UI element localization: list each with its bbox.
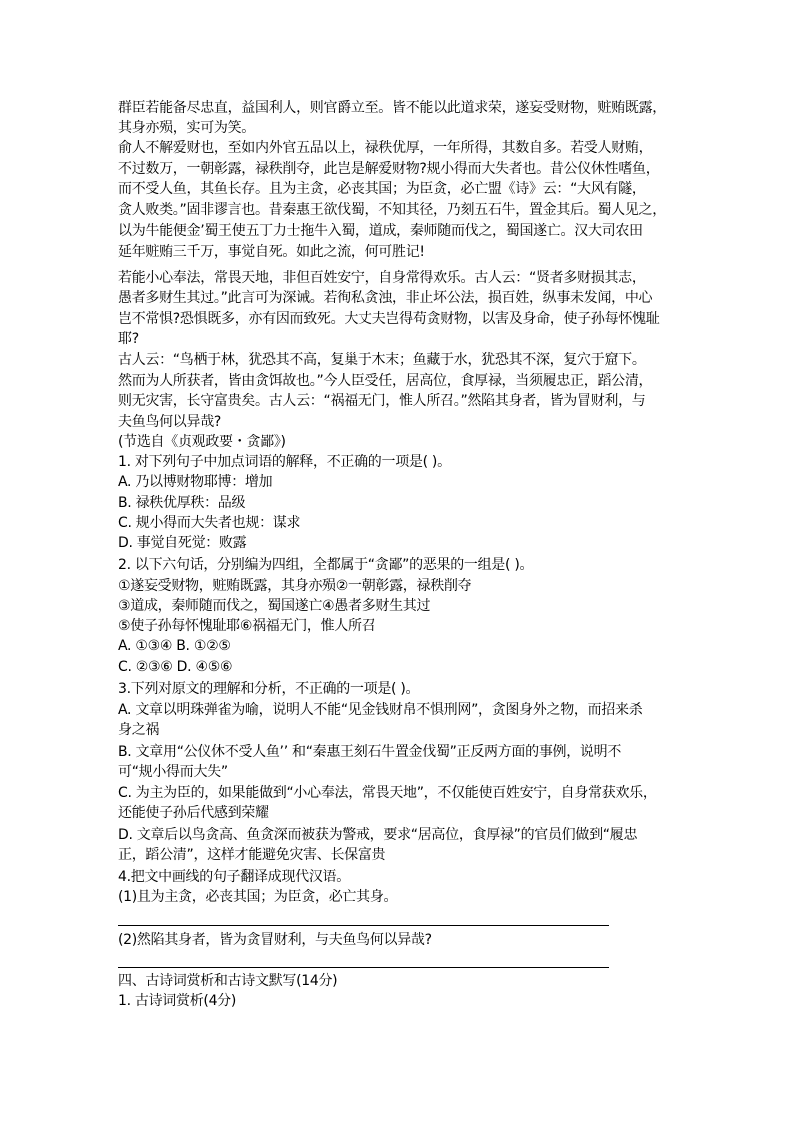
subsection-heading: 1. 古诗词赏析(4分) (118, 993, 237, 1009)
question-line: C. ②③⑥ D. ④⑤⑥ (118, 659, 233, 675)
answer-line[interactable] (118, 925, 609, 926)
question-line: 还能使子孙后代感到荣耀 (118, 805, 269, 821)
question-line: ①遂妄受财物，赃贿既露，其身亦殒②一朝彰露，禄秩削夺 (118, 578, 472, 594)
question-line: B. 文章用“公仪休不受人鱼’’ 和“秦惠王刻石牛置金伐蜀”正反两方面的事例，说明不 (118, 744, 622, 760)
question-line: D. 事觉自死觉：败露 (118, 535, 247, 551)
question-line: A. ①③④ B. ①②⑤ (118, 638, 231, 654)
question-line: A. 文章以明珠弹雀为喻，说明人不能“见金钱财帛不惧刑网”，贪图身外之物，而招来杀 (118, 702, 643, 718)
question-line: (1)且为主贪，必丧其国；为臣贪，必亡其身。 (118, 889, 398, 905)
question-line: 4.把文中画线的句子翻译成现代汉语。 (118, 869, 350, 885)
question-line: ⑤使子孙每怀愧耻耶⑥祸福无门，惟人所召 (118, 618, 376, 634)
question-line: 3.下列对原文的理解和分析，不正确的一项是( )。 (118, 681, 420, 697)
passage-line: 岂不常惧?恐惧既多，亦有因而致死。大丈夫岂得苟贪财物，以害及身命，使子孙每怀愧耻 (118, 311, 660, 327)
passage-line: 古人云：“鸟栖于林，犹恐其不高，复巢于木末；鱼藏于水，犹恐其不深，复穴于窟下。 (118, 352, 646, 368)
question-line: 正，蹈公清”，这样才能避免灾害、长保富贵 (118, 847, 386, 863)
question-line: C. 为主为臣的，如果能做到“小心奉法，常畏天地”，不仅能使百姓安宁，自身常获欢乐， (118, 785, 657, 801)
passage-line: 俞人不解爱财也，至如内外官五品以上，禄秩优厚，一年所得，其数自多。若受人财贿， (118, 140, 653, 156)
passage-line: 若能小心奉法，常畏天地，非但百姓安宁，自身常得欢乐。古人云：“贤者多财损其志， (118, 270, 646, 286)
passage-line: (节选自《贞观政要・贪鄙》) (118, 434, 286, 450)
passage-line: 以为牛能便金’蜀王使五丁力士拖牛入蜀，道成，秦师随而伐之，蜀国遂亡。汉大司农田 (118, 223, 643, 239)
question-line: B. 禄秩优厚秩：品级 (118, 495, 246, 511)
passage-line: 贪人败类。”固非谬言也。昔秦惠王欲伐蜀，不知其径，乃刻五石牛，置金其后。蜀人见之， (118, 202, 666, 218)
passage-line: 则无灾害，长守富贵矣。古人云：“祸福无门，惟人所召。”然陷其身者，皆为冒财利，与 (118, 393, 646, 409)
passage-line: 其身亦殒，实可为笑。 (118, 120, 255, 136)
passage-line: 延年赃贿三千万，事觉自死。如此之流，何可胜记! (118, 244, 425, 260)
question-line: D. 文章后以鸟贪高、鱼贪深而被获为警戒，要求“居高位，食厚禄”的官员们做到“履忠 (118, 827, 638, 843)
passage-line: 群臣若能备尽忠直，益国利人，则官爵立至。皆不能以此道求荣，遂妄受财物，赃贿既露， (118, 100, 666, 116)
question-line: 1. 对下列句子中加点词语的解释，不正确的一项是( )。 (118, 454, 451, 470)
question-line: A. 乃以博财物耶博：增加 (118, 474, 273, 490)
question-line: 2. 以下六句话，分别编为四组，全都属于“贪鄙”的恶果的一组是( )。 (118, 557, 534, 573)
passage-line: 耶? (118, 331, 139, 347)
question-line: 身之祸 (118, 722, 160, 738)
answer-line[interactable] (118, 967, 609, 968)
section-heading: 四、古诗词赏析和古诗文默写(14分) (118, 973, 338, 989)
passage-line: 愚者多财生其过。”此言可为深诫。若徇私贪浊，非止坏公法，损百姓，纵事未发闻，中心 (118, 290, 653, 306)
passage-line: 而不受人鱼，其鱼长存。且为主贪，必丧其国；为臣贪，必亡盟《诗》云：“大风有隧， (118, 181, 646, 197)
passage-line: 不过数万，一朝彰露，禄秩削夺，此岂是解爱财物?规小得而大失者也。昔公仪休性嗜鱼， (118, 161, 660, 177)
question-line: ③道成，秦师随而伐之，蜀国遂亡④愚者多财生其过 (118, 598, 431, 614)
question-line: (2)然陷其身者，皆为贪冒财利，与夫鱼鸟何以异哉? (118, 932, 432, 948)
passage-line: 夫鱼鸟何以异哉? (118, 414, 222, 430)
question-line: C. 规小得而大失者也规：谋求 (118, 515, 301, 531)
question-line: 可“规小得而大失” (118, 764, 228, 780)
passage-line: 然而为人所获者，皆由贪饵故也。”今人臣受任，居高位，食厚禄，当须履忠正，蹈公清， (118, 373, 653, 389)
